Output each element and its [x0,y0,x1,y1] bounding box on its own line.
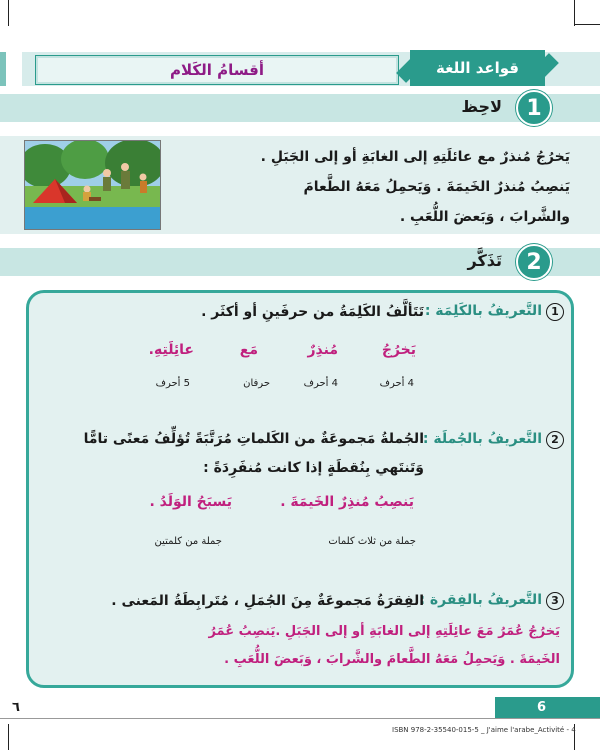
word-example: مُنذِرٌ [307,342,338,358]
word-definition-heading [425,303,564,321]
crop-mark [574,24,600,25]
paragraph-definition-heading [419,592,564,610]
sentence-example: يَنصِبُ مُنذِرٌ الخَيمَةَ . [280,494,414,510]
lesson-title: أقسامُ الكَلام [35,55,399,85]
camping-scene-image [25,141,160,229]
word-example: عائِلَتِهِ. [148,342,194,358]
paragraph-definition-text: الفِقرَةُ مَجموعَةٌ مِنَ الجُمَلِ ، مُتَرابِطَةُ المَعنى . [111,593,424,609]
sentence-heading-label: التَّعريفُ بالجُملَة : [422,431,542,447]
observe-line: يَنصِبُ مُنذرٌ الخَيمَةَ . وَيَحمِلُ مَعَهُ الطَّعامَ [303,179,570,195]
paragraph-heading-label: التَّعريفُ بالفِقرة : [419,592,542,608]
page-number: 6 [537,700,547,715]
ribbon-label: قواعد اللغة [436,59,519,77]
sentence-definition-line2: وَتَنتَهي بِنُقطَةٍ إذا كانت مُنفَرِدَةً : [203,460,424,476]
word-caption: حرفان [243,378,270,389]
grammar-ribbon [410,50,545,86]
footer-rule [0,718,600,719]
section-observe-title: لاحِظ [461,97,502,116]
header-edge [0,52,6,86]
section-remember-title: تَذَكَّر [467,251,502,270]
word-example: مَع [239,342,258,358]
arabic-page-number: ٦ [12,700,20,715]
sentence-example: يَسبَحُ الوَلَدُ . [149,494,232,510]
observe-line: والشَّرابَ ، وَبَعضَ اللُّعَبِ . [399,209,570,225]
word-definition-text: تَتَألَّفُ الكَلِمَةُ من حرفَينِ أو أكثَر . [201,304,424,320]
observe-line: يَخرُجُ مُنذرٌ مع عائلَتِهِ إلى الغابَةِ أو إلى الجَبَلِ . [260,149,570,165]
sentence-definition-heading [423,431,564,449]
word-caption: 5 أحرف [155,378,190,389]
word-caption: 4 أحرف [379,378,414,389]
circled-number-2: 2 [546,431,564,449]
paragraph-example-line1: يَخرُجُ عُمَرُ مَعَ عائِلَتِهِ إلى الغابَةِ أو إلى الجَبَلِ .يَنصِبُ عُمَرُ [208,624,560,639]
crop-mark [8,724,9,750]
section-number-2: 2 [516,244,552,280]
camping-illustration [24,140,161,230]
sentence-definition-line1: الجُملةُ مَجموعَةٌ من الكَلماتِ مُرَتَّبَةً تُؤلِّفُ مَعنًى تامًّا [83,431,424,447]
sentence-caption: جملة من كلمتين [154,536,222,547]
circled-number-3: 3 [546,592,564,610]
section-observe-band [0,94,600,122]
sentence-caption: جملة من ثلاث كلمات [328,536,416,547]
crop-mark [8,0,9,26]
word-example: يَخرُجُ [381,342,416,358]
observe-text [170,142,570,232]
page-number-bar [495,697,600,719]
crop-mark [574,0,575,26]
word-heading-label: التَّعريفُ بالكَلِمَة : [424,303,542,319]
circled-number-1: 1 [546,303,564,321]
isbn-line: ISBN 978-2-35540-015-5 _ J'aime l'arabe_Activité - 4 [392,726,576,734]
paragraph-example-line2: الخَيمَةَ . وَيَحمِلُ مَعَهُ الطَّعامَ والشَّرابَ ، وَبَعضَ اللُّعَبِ . [224,652,560,667]
section-number-1: 1 [516,90,552,126]
section-remember-band [0,248,600,276]
word-caption: 4 أحرف [303,378,338,389]
